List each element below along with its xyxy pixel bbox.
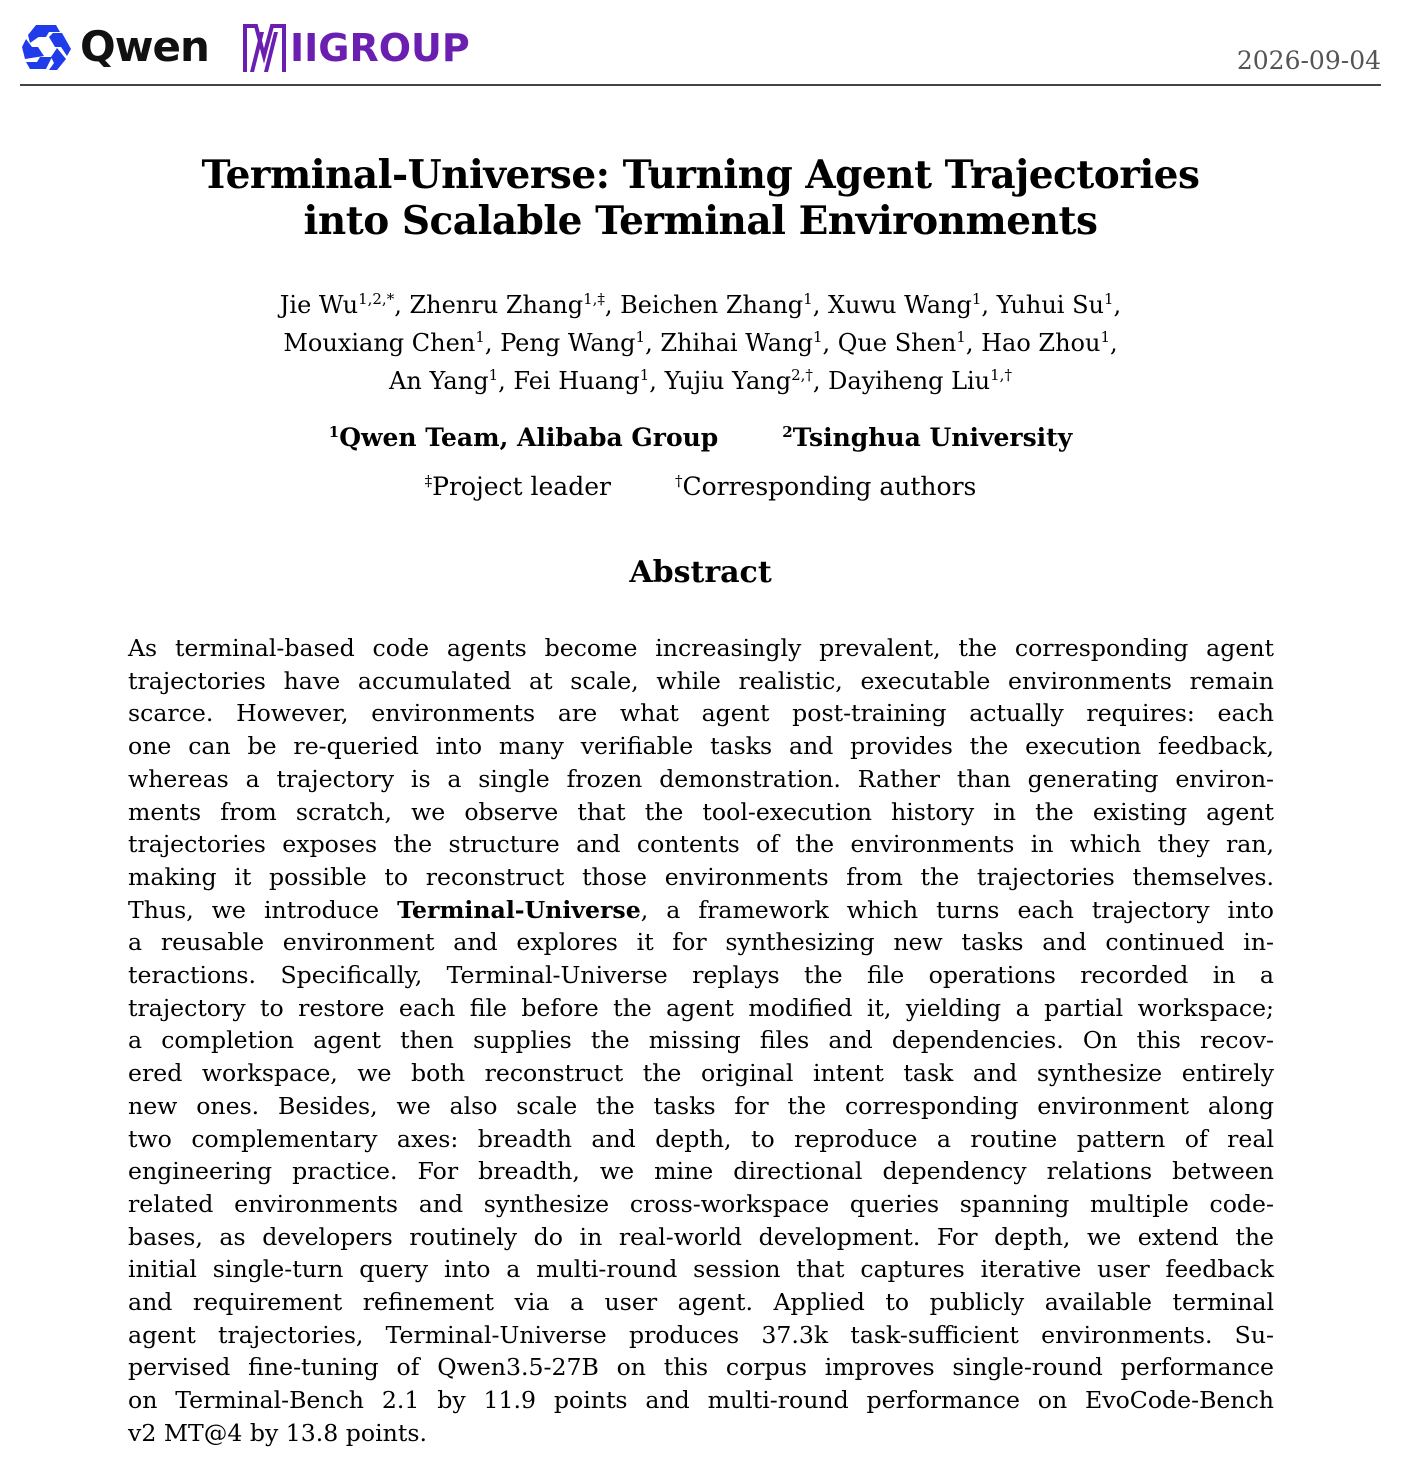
abstract-line: and requirement refinement via a user agent. Applied to publicly available terminal: [128, 1288, 1274, 1317]
author-name: Hao Zhou: [981, 329, 1101, 357]
iigroup-wordmark: IIGROUP: [290, 26, 470, 70]
abstract-text: , a framework which turns each trajectory into: [640, 895, 1274, 924]
author-name: Dayiheng Liu: [828, 367, 991, 395]
abstract-line: related environments and synthesize cross-workspace queries spanning multiple code-: [128, 1189, 1274, 1218]
header-rule: [20, 84, 1381, 86]
abstract-text: Thus, we introduce: [128, 895, 398, 924]
author-name: An Yang: [389, 367, 489, 395]
abstract-line: initial single-turn query into a multi-round session that captures iterative user feedback: [128, 1255, 1274, 1284]
qwen-logo: [22, 22, 209, 71]
author-affiliation-marker: 1: [639, 366, 650, 384]
abstract-line: [128, 894, 1274, 927]
qwen-wordmark: Qwen: [80, 22, 209, 71]
author-affiliation-marker: 1,†: [990, 366, 1012, 384]
affiliation-1-marker: 1: [328, 423, 340, 441]
author-affiliation-marker: 1: [971, 290, 982, 308]
abstract-line: making it possible to reconstruct those environments from the trajectories themselves.: [128, 862, 1274, 891]
author-separator: ,: [812, 367, 829, 395]
author-line: [100, 362, 1301, 400]
role-2-marker: †: [674, 472, 683, 490]
author-separator: ,: [604, 291, 621, 319]
author-list: [100, 286, 1301, 400]
author-separator: ,: [645, 329, 661, 357]
author-separator: ,: [394, 291, 410, 319]
abstract-line: As terminal-based code agents become increasingly prevalent, the corresponding agent: [128, 634, 1274, 662]
author-affiliation-marker: 1: [1100, 328, 1110, 346]
author-separator: ,: [498, 367, 514, 395]
author-affiliation-marker: 1: [488, 366, 499, 384]
abstract-body: [128, 632, 1274, 1450]
author-separator: ,: [822, 329, 838, 357]
author-name: Fei Huang: [513, 367, 640, 395]
abstract-line: pervised fine-tuning of Qwen3.5-27B on this corpus improves single-round performance: [128, 1353, 1274, 1382]
role-project-leader: Project leader: [432, 472, 611, 501]
affiliations: [100, 423, 1301, 452]
qwen-icon: [22, 23, 72, 71]
author-affiliation-marker: 1: [812, 328, 823, 346]
role-1-marker: ‡: [424, 472, 433, 490]
abstract-line: scarce. However, environments are what agent post-training actually requires: each: [128, 699, 1274, 728]
author-affiliation-marker: 1: [635, 328, 646, 346]
abstract-line: two complementary axes: breadth and depth, to reproduce a routine pattern of real: [128, 1124, 1274, 1153]
author-line: [100, 324, 1301, 362]
author-name: Zhihai Wang: [660, 329, 813, 357]
affiliation-1: Qwen Team, Alibaba Group: [339, 423, 719, 452]
abstract-line: v2 MT@4 by 13.8 points.: [128, 1418, 427, 1447]
framework-name: Terminal-Universe: [397, 895, 641, 924]
author-separator: ,: [812, 291, 828, 319]
author-separator: ,: [1113, 291, 1122, 319]
author-separator: ,: [484, 329, 501, 357]
author-affiliation-marker: 1: [956, 328, 966, 346]
author-line: [100, 286, 1301, 324]
abstract-line: agent trajectories, Terminal-Universe produces 37.3k task-sufficient environments. Su-: [128, 1320, 1274, 1349]
abstract-line: bases, as developers routinely do in real-world development. For depth, we extend the: [128, 1222, 1274, 1251]
abstract-line: whereas a trajectory is a single frozen demonstration. Rather than generating environ-: [128, 764, 1274, 793]
abstract-line: trajectory to restore each file before the agent modified it, yielding a partial workspace;: [128, 993, 1274, 1022]
abstract-line: engineering practice. For breadth, we mine directional dependency relations between: [128, 1157, 1274, 1186]
abstract-line: trajectories exposes the structure and contents of the environments in which they ran,: [128, 830, 1274, 859]
abstract-heading: Abstract: [629, 555, 772, 590]
author-name: Yujiu Yang: [664, 367, 792, 395]
title-line-2: into Scalable Terminal Environments: [303, 198, 1098, 244]
author-name: Mouxiang Chen: [283, 329, 476, 357]
abstract-line: one can be re-queried into many verifiable tasks and provides the execution feedback,: [128, 732, 1274, 761]
publication-date: 2026-09-04: [1236, 46, 1381, 75]
abstract-line: a reusable environment and explores it for synthesizing new tasks and continued in-: [128, 928, 1274, 957]
author-name: Peng Wang: [500, 329, 636, 357]
author-name: Zhenru Zhang: [409, 291, 584, 319]
page-header: [20, 18, 1381, 88]
iigroup-m-icon: [242, 22, 288, 74]
author-separator: ,: [965, 329, 982, 357]
author-name: Jie Wu: [279, 291, 359, 319]
abstract-line: on Terminal-Bench 2.1 by 11.9 points and multi-round performance on EvoCode-Bench: [128, 1386, 1274, 1415]
paper-title: [100, 152, 1301, 244]
iigroup-logo: [242, 22, 470, 74]
abstract-line: a completion agent then supplies the missing files and dependencies. On this recov-: [128, 1026, 1274, 1055]
author-name: Xuwu Wang: [827, 291, 972, 319]
author-affiliation-marker: 1: [1104, 290, 1114, 308]
author-name: Yuhui Su: [996, 291, 1104, 319]
affiliation-2: Tsinghua University: [792, 423, 1073, 452]
author-separator: ,: [649, 367, 665, 395]
author-affiliation-marker: 1: [803, 290, 813, 308]
author-separator: ,: [981, 291, 997, 319]
abstract-line: ered workspace, we both reconstruct the original intent task and synthesize entirely: [128, 1059, 1274, 1088]
author-affiliation-marker: 2,†: [791, 366, 813, 384]
author-name: Beichen Zhang: [620, 291, 804, 319]
author-name: Que Shen: [837, 329, 957, 357]
abstract-line: teractions. Specifically, Terminal-Universe replays the file operations recorded in a: [128, 961, 1274, 990]
role-corresponding-authors: Corresponding authors: [682, 472, 977, 501]
abstract-line: new ones. Besides, we also scale the tasks for the corresponding environment along: [128, 1091, 1274, 1120]
author-affiliation-marker: 1,‡: [583, 290, 605, 308]
title-line-1: Terminal-Universe: Turning Agent Trajectories: [201, 152, 1200, 198]
abstract-line: ments from scratch, we observe that the tool-execution history in the existing agent: [128, 797, 1274, 826]
author-affiliation-marker: 1,2,*: [358, 290, 395, 308]
author-roles: [100, 472, 1301, 501]
affiliation-2-marker: 2: [782, 423, 793, 441]
abstract-line: trajectories have accumulated at scale, while realistic, executable environments remain: [128, 666, 1274, 695]
author-separator: ,: [1110, 329, 1118, 357]
author-affiliation-marker: 1: [475, 328, 485, 346]
